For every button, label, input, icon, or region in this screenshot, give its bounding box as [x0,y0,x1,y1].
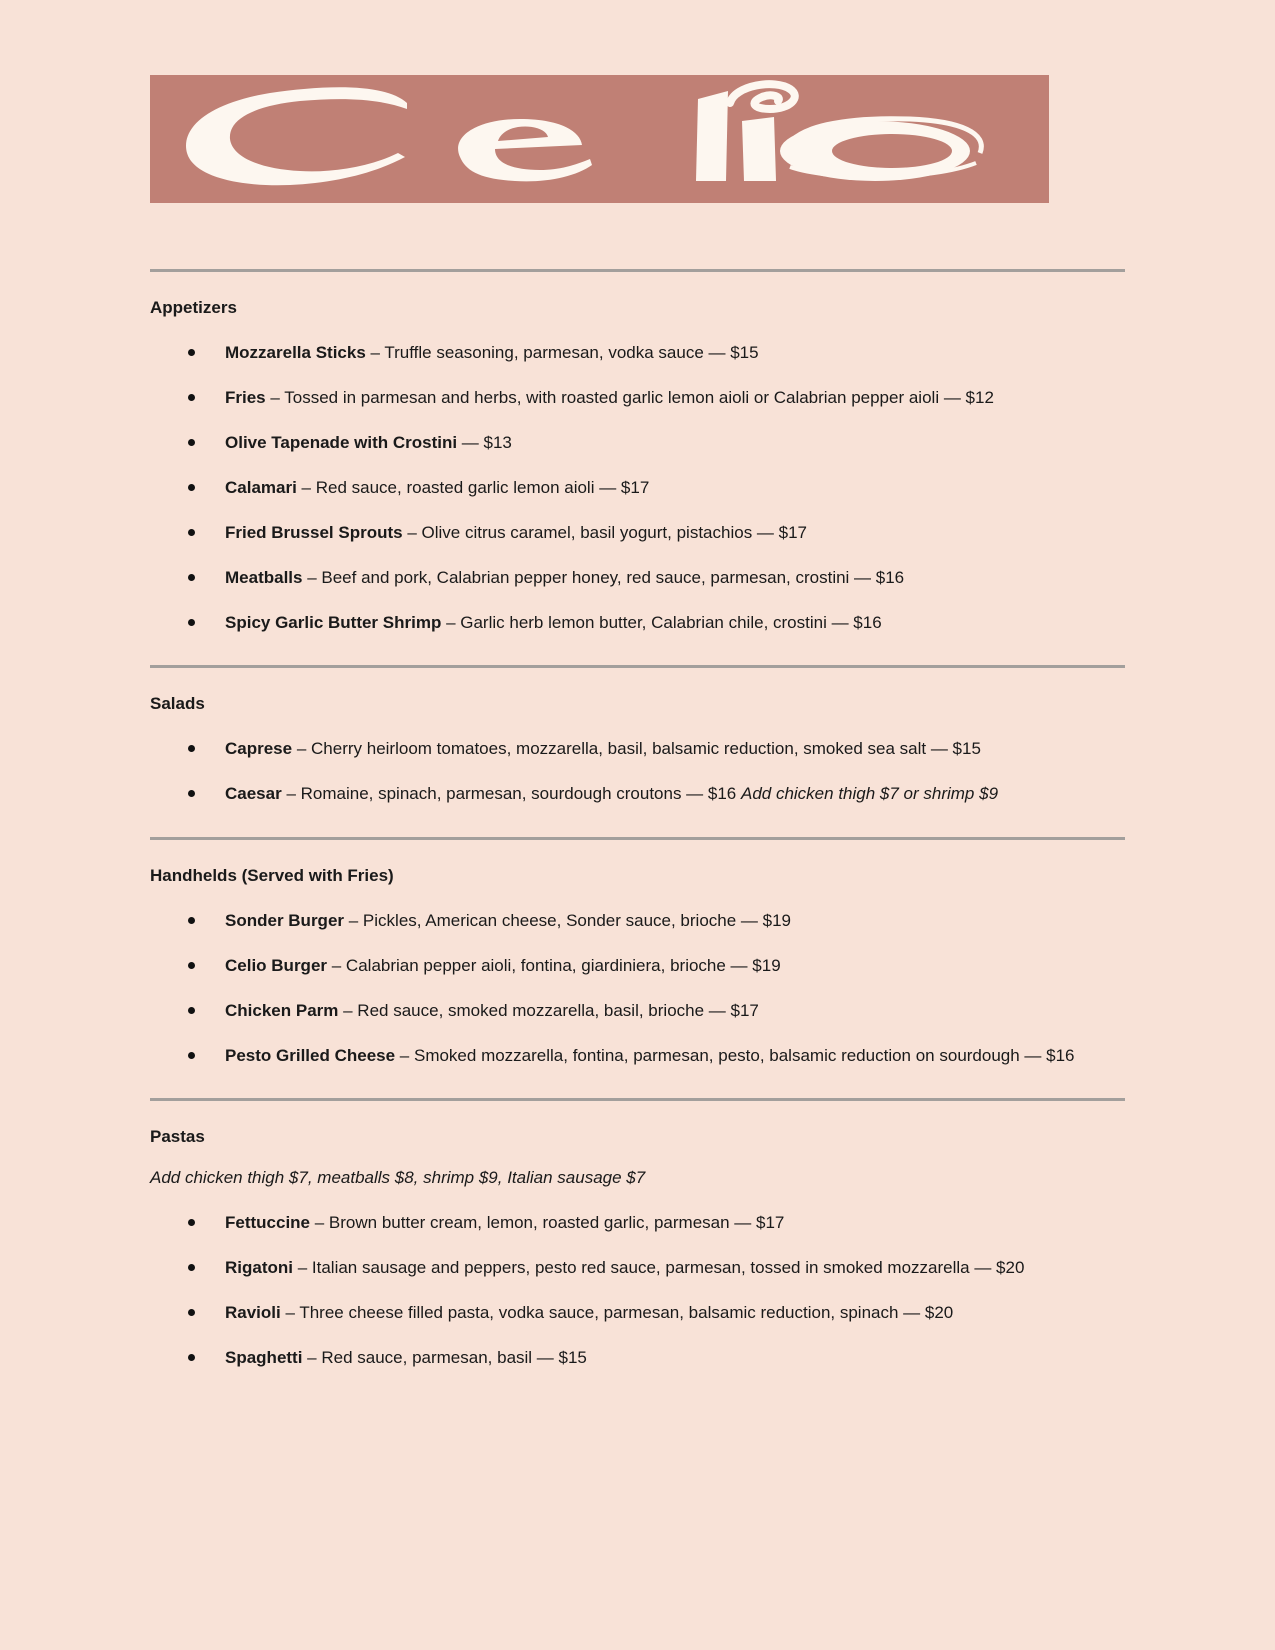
item-name: Chicken Parm [225,1001,339,1020]
item-description: – Garlic herb lemon butter, Calabrian chile, crostini — $16 [441,613,882,632]
menu-list-handhelds [150,911,1150,1091]
logo-letter-e [458,119,592,181]
bullet-icon [188,484,195,491]
bullet-icon [188,1264,195,1271]
item-addon-note: Add chicken thigh $7 or shrimp $9 [740,784,999,803]
item-description: – Cherry heirloom tomatoes, mozzarella, basil, balsamic reduction, smoked sea salt — $15 [292,739,981,758]
menu-item [150,568,1150,613]
section-title-salads: Salads [150,694,205,713]
item-name: Caesar [225,784,282,803]
item-name: Fries [225,388,266,407]
logo-letter-l [696,91,728,181]
logo-letter-i [742,117,776,181]
bullet-icon [188,574,195,581]
item-name: Pesto Grilled Cheese [225,1046,396,1065]
bullet-icon [188,1309,195,1316]
menu-item [150,956,1150,1001]
bullet-icon [188,917,195,924]
item-description: – Red sauce, smoked mozzarella, basil, brioche — $17 [338,1001,759,1020]
item-description: – Red sauce, roasted garlic lemon aioli — $17 [296,478,650,497]
menu-item [150,784,1150,829]
menu-item [150,1001,1150,1046]
bullet-icon [188,1354,195,1361]
section-divider [150,1098,1125,1101]
logo-letter-o-counter [832,134,952,168]
item-name: Sonder Burger [225,911,345,930]
item-description: – Beef and pork, Calabrian pepper honey, red sauce, parmesan, crostini — $16 [302,568,905,587]
bullet-icon [188,349,195,356]
bullet-icon [188,962,195,969]
item-name: Rigatoni [225,1258,293,1277]
item-name: Ravioli [225,1303,281,1322]
logo-letter-i-dot [730,84,795,109]
item-name: Meatballs [225,568,303,587]
item-name: Fried Brussel Sprouts [225,523,403,542]
menu-list-salads [150,739,1150,829]
section-divider [150,665,1125,668]
menu-item [150,1303,1150,1348]
item-name: Caprese [225,739,293,758]
bullet-icon [188,394,195,401]
menu-item [150,1258,1150,1303]
logo-banner [150,75,1049,203]
bullet-icon [188,619,195,626]
item-description: – Pickles, American cheese, Sonder sauce, brioche — $19 [344,911,791,930]
item-description: – Italian sausage and peppers, pesto red sauce, parmesan, tossed in smoked mozzarella — $20 [293,1258,1025,1277]
item-name: Fettuccine [225,1213,311,1232]
item-description: – Three cheese filled pasta, vodka sauce, parmesan, balsamic reduction, spinach — $20 [280,1303,954,1322]
menu-list-appetizers [150,343,1150,658]
section-title-pastas: Pastas [150,1127,205,1146]
menu-item [150,523,1150,568]
bullet-icon [188,790,195,797]
menu-item [150,1348,1150,1393]
menu-item [150,1213,1150,1258]
section-title-handhelds: Handhelds (Served with Fries) [150,866,394,885]
section-addon-note: Add chicken thigh $7, meatballs $8, shrimp $9, Italian sausage $7 [150,1168,646,1187]
item-description: — $13 [457,433,512,452]
bullet-icon [188,1007,195,1014]
bullet-icon [188,1052,195,1059]
item-description: – Red sauce, parmesan, basil — $15 [302,1348,587,1367]
item-name: Olive Tapenade with Crostini [225,433,458,452]
menu-item [150,478,1150,523]
item-name: Spicy Garlic Butter Shrimp [225,613,442,632]
menu-list-pastas [150,1213,1150,1393]
item-description: – Olive citrus caramel, basil yogurt, pistachios — $17 [402,523,807,542]
menu-item [150,739,1150,784]
logo-letter-c [186,87,407,185]
item-name: Celio Burger [225,956,328,975]
item-description: – Romaine, spinach, parmesan, sourdough croutons — $16 [281,784,741,803]
bullet-icon [188,745,195,752]
menu-item [150,343,1150,388]
section-title-appetizers: Appetizers [150,298,237,317]
menu-item [150,613,1150,658]
logo-wordmark-art [150,75,1049,203]
menu-item [150,388,1150,433]
section-divider [150,269,1125,272]
item-description: – Tossed in parmesan and herbs, with roasted garlic lemon aioli or Calabrian pepper aioli — $12 [265,388,994,407]
menu-item [150,1046,1150,1091]
bullet-icon [188,529,195,536]
item-description: – Smoked mozzarella, fontina, parmesan, pesto, balsamic reduction on sourdough — $16 [395,1046,1075,1065]
menu-item [150,433,1150,478]
section-divider [150,837,1125,840]
item-description: – Calabrian pepper aioli, fontina, giardiniera, brioche — $19 [327,956,781,975]
bullet-icon [188,1219,195,1226]
item-name: Mozzarella Sticks [225,343,366,362]
item-name: Spaghetti [225,1348,303,1367]
bullet-icon [188,439,195,446]
item-description: – Truffle seasoning, parmesan, vodka sauce — $15 [365,343,759,362]
menu-item [150,911,1150,956]
item-description: – Brown butter cream, lemon, roasted garlic, parmesan — $17 [310,1213,785,1232]
item-name: Calamari [225,478,297,497]
